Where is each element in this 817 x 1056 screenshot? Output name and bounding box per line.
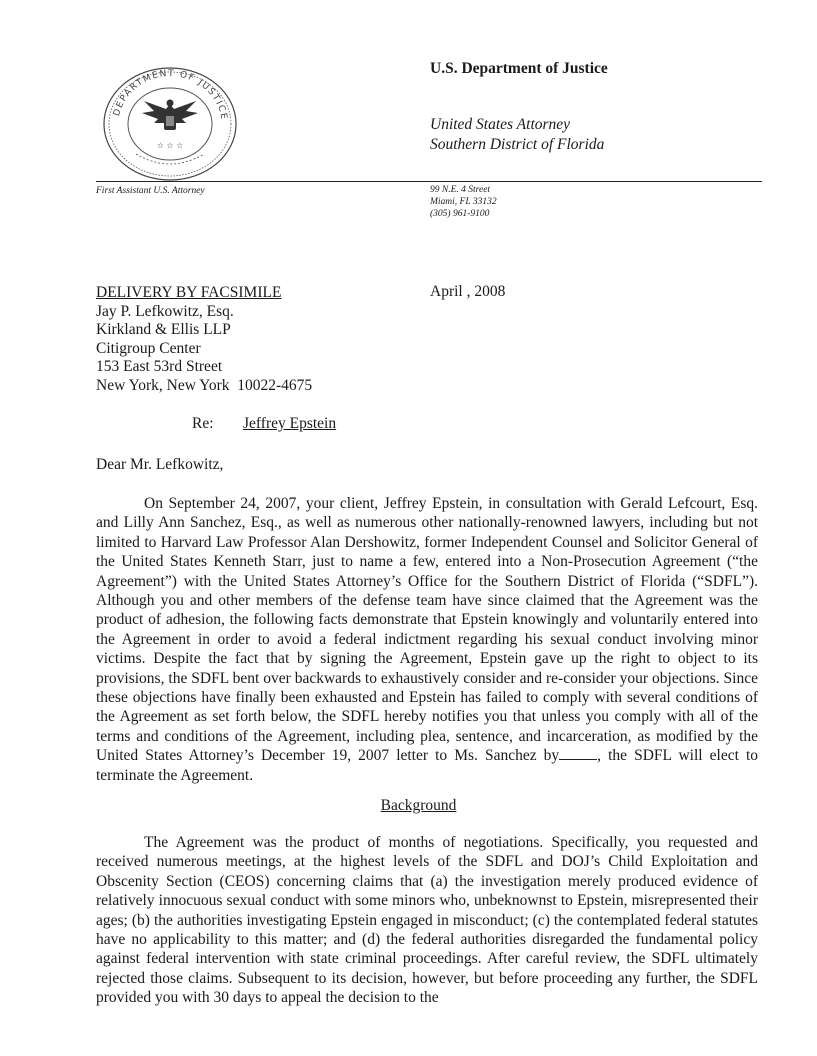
section-heading-text: Background (380, 797, 457, 814)
paragraph-2 (96, 833, 758, 1008)
deadline-blank (559, 746, 597, 760)
paragraph-1-text-b: , the SDFL will elect to terminate the Agreement. (96, 747, 759, 784)
delivery-method: DELIVERY BY FACSIMILE (96, 284, 282, 301)
letterhead-divider (96, 181, 762, 182)
paragraph-1-text-a: On September 24, 2007, your client, Jeffrey Epstein, in consultation with Gerald Lefcourt, Esq. and Lilly Ann Sanchez, Esq., as well as numerous other nationally-renowned lawyers, including but not limited to Harvard Law Professor Alan Dershowitz, former Independent Counsel and Solicitor General of the United States Kenneth Starr, just to name a few, entered into a Non-Prosecution Agreement (“the Agreement”) with the United States Attorney’s Office for the Southern District of Florida (“SDFL”). Although you and other members of the defense team have since claimed that the Agreement was the product of adhesion, the following facts demonstrate that Epstein knowingly and voluntarily entered into the Agreement in order to avoid a federal indictment regarding his sexual conduct involving minor victims. Despite the fact that by signing the Agreement, Epstein gave up the right to object to its provisions, the SDFL bent over backwards to exhaustively consider and re-consider your objections. Since these objections have finally been exhausted and Epstein has failed to comply with several conditions of the Agreement as set forth below, the SDFL hereby notifies you that unless you comply with all of the terms and conditions of the Agreement, including plea, sentence, and incarceration, as modified by the United States Attorney’s December 19, 2007 letter to Ms. Sanchez by (96, 495, 758, 765)
sender-title: First Assistant U.S. Attorney (96, 186, 205, 196)
recipient-street: 153 East 53rd Street (96, 358, 223, 376)
re-subject: Jeffrey Epstein (243, 415, 337, 432)
salutation: Dear Mr. Lefkowitz, (96, 456, 224, 473)
letter-date: April , 2008 (430, 283, 506, 300)
doj-seal-logo (96, 64, 244, 182)
section-heading (0, 797, 817, 815)
recipient-building: Citigroup Center (96, 339, 201, 357)
address-street: 99 N.E. 4 Street (430, 185, 491, 195)
office-name (430, 115, 604, 155)
office-line-1: United States Attorney (430, 116, 571, 133)
svg-text:DEPARTMENT OF JUSTICE: DEPARTMENT OF JUSTICE (112, 68, 229, 122)
recipient-block (96, 284, 312, 396)
recipient-city: New York, New York 10022-4675 (96, 376, 313, 394)
re-label: Re: (192, 415, 214, 432)
recipient-name: Jay P. Lefkowitz, Esq. (96, 302, 234, 320)
paragraph-1 (96, 494, 758, 785)
office-line-2: Southern District of Florida (430, 136, 605, 153)
office-phone: (305) 961-9100 (430, 209, 490, 219)
paragraph-2-text: The Agreement was the product of months of negotiations. Specifically, you requested and received numerous meetings, at the highest levels of the SDFL and DOJ’s Child Exploitation and Obscenity Section (CEOS) concerning claims that (a) the investigation merely produced evidence of relatively innocuous sexual conduct with some minors who, unbeknownst to Epstein, misrepresented their ages; (b) the authorities investigating Epstein engaged in misconduct; (c) the contemplated federal statutes have no applicability to this matter; and (d) the federal authorities disregarded the fundamental policy against federal intervention with state criminal proceedings. After careful review, the SDFL ultimately rejected those claims. Subsequent to its decision, however, but before proceeding any further, the SDFL provided you with 30 days to appeal the decision to the (96, 834, 758, 1007)
svg-text:☆ ☆ ☆: ☆ ☆ ☆ (156, 141, 184, 150)
office-address (430, 184, 497, 220)
recipient-firm: Kirkland & Ellis LLP (96, 321, 231, 339)
re-line (192, 415, 336, 433)
address-city: Miami, FL 33132 (430, 197, 497, 207)
department-name: U.S. Department of Justice (430, 60, 608, 77)
